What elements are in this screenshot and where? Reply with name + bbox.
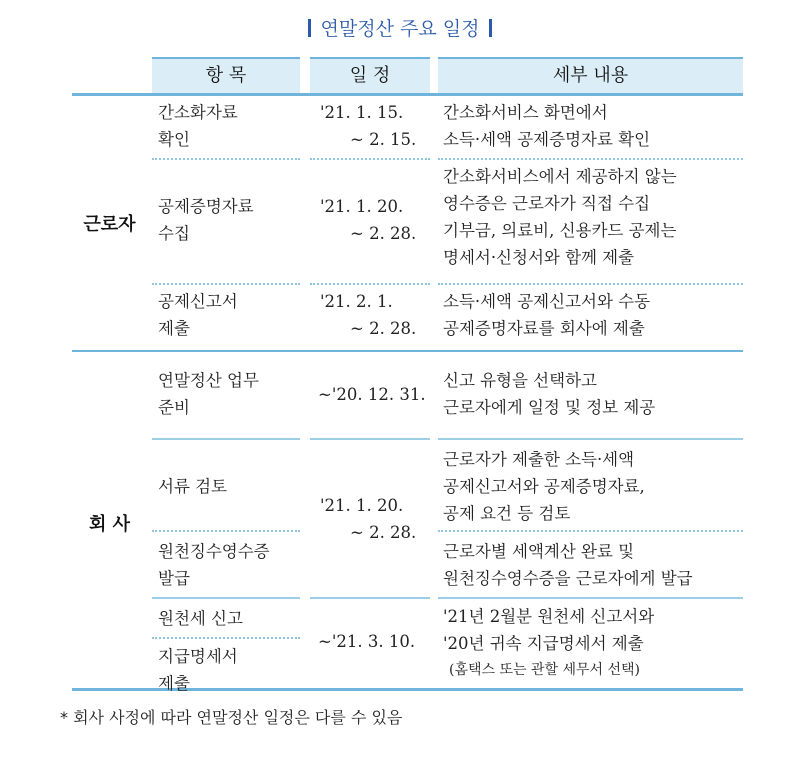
table-top-rule: [72, 93, 743, 96]
header-detail: 세부 내용: [552, 65, 629, 86]
row-item: 원천징수영수증 발급: [158, 542, 270, 588]
header-date: 일 정: [349, 65, 391, 86]
row-item: 연말정산 업무 준비: [158, 371, 259, 417]
row-detail: 근로자별 세액계산 완료 및 원천징수영수증을 근로자에게 발급: [443, 542, 693, 588]
row-item: 원천세 신고: [158, 609, 243, 628]
row-separator: [438, 530, 743, 532]
row-date: ~'20. 12. 31.: [318, 385, 426, 404]
row-date: ~'21. 3. 10.: [318, 632, 416, 651]
row-separator: [152, 597, 300, 599]
row-item: 공제증명자료 수집: [158, 197, 254, 243]
section-title: [0, 14, 800, 41]
row-separator: [152, 283, 300, 285]
row-item: 지급명세서 제출: [158, 647, 238, 693]
row-separator: [152, 637, 300, 639]
row-detail: 소득·세액 공제신고서와 수동 공제증명자료를 회사에 제출: [443, 292, 651, 338]
title-bar-right: [489, 19, 492, 37]
row-separator: [438, 158, 743, 160]
row-item: 서류 검토: [158, 477, 228, 496]
row-separator: [310, 438, 430, 440]
row-separator: [152, 158, 300, 160]
category-worker: 근로자: [83, 214, 136, 235]
row-separator: [438, 438, 743, 440]
row-detail: 신고 유형을 선택하고 근로자에게 일정 및 정보 제공: [443, 371, 656, 417]
title-text: 연말정산 주요 일정: [320, 18, 480, 40]
row-separator: [152, 530, 300, 532]
row-item: 공제신고서 제출: [158, 292, 238, 338]
row-date: '21. 1. 20. ~ 2. 28.: [320, 197, 417, 243]
row-separator: [310, 283, 430, 285]
row-separator: [438, 597, 743, 599]
row-detail: 간소화서비스 화면에서 소득·세액 공제증명자료 확인: [443, 103, 651, 149]
row-detail: '21년 2월분 원천세 신고서와 '20년 귀속 지급명세서 제출 (홈택스 또는 관할 세무서 선택): [443, 607, 655, 678]
group-divider: [72, 350, 743, 352]
header-item: 항 목: [205, 65, 247, 86]
row-date: '21. 1. 15. ~ 2. 15.: [320, 103, 417, 149]
row-separator: [152, 438, 300, 440]
row-separator: [310, 158, 430, 160]
row-separator: [438, 283, 743, 285]
footnote: * 회사 사정에 따라 연말정산 일정은 다를 수 있음: [60, 708, 403, 727]
row-date: '21. 1. 20. ~ 2. 28.: [320, 496, 417, 542]
row-item: 간소화자료 확인: [158, 103, 238, 149]
row-detail: 간소화서비스에서 제공하지 않는 영수증은 근로자가 직접 수집 기부금, 의료비, 신용카드 공제는 명세서·신청서와 함께 제출: [443, 167, 677, 267]
row-date: '21. 2. 1. ~ 2. 28.: [320, 292, 417, 338]
category-company: 회 사: [88, 514, 131, 535]
row-separator: [310, 597, 430, 599]
row-detail: 근로자가 제출한 소득·세액 공제신고서와 공제증명자료, 공제 요건 등 검토: [443, 450, 645, 523]
title-bar-left: [308, 19, 311, 37]
